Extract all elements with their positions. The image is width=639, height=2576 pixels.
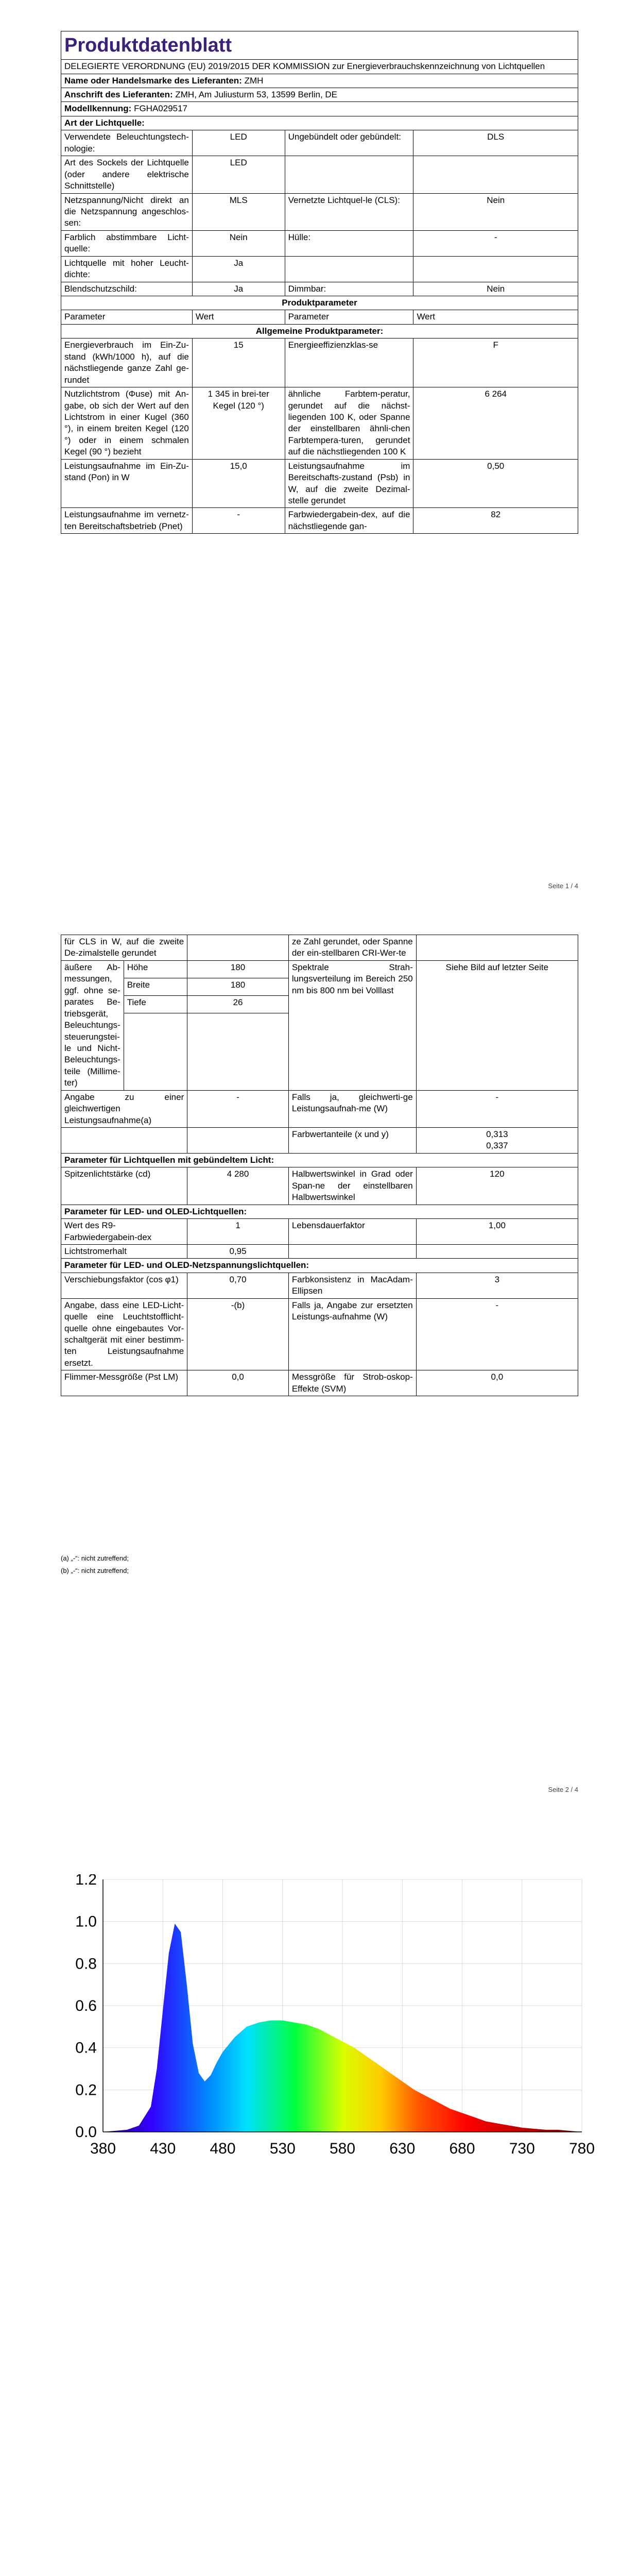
- footnote-a: (a) „-“: nicht zutreffend;: [61, 1554, 129, 1562]
- type-value: Ja: [192, 282, 285, 296]
- x-tick-label: 530: [269, 2140, 296, 2157]
- flicker-row: [61, 1370, 578, 1396]
- type-label-2: Ungebündelt oder gebündelt:: [285, 130, 413, 156]
- dims-row-height: [61, 960, 578, 978]
- param-value: 1 345 in brei-ter Kegel (120 °): [192, 387, 285, 460]
- product-sheet-table-continued: [61, 935, 578, 1396]
- cosphi-row: [61, 1273, 578, 1298]
- chroma-y: 0,337: [486, 1141, 508, 1151]
- spectral-value: Siehe Bild auf letzter Seite: [416, 960, 578, 1090]
- type-value-2: Nein: [413, 193, 578, 230]
- dim-width-value: 180: [187, 978, 289, 995]
- param-label: Leistungsaufnahme im vernetz-ten Bereitschaftsbetrieb (Pnet): [61, 508, 193, 534]
- type-label-2: Vernetzte Lichtquel-le (CLS):: [285, 193, 413, 230]
- type-label-2: Hülle:: [285, 230, 413, 256]
- param-value-2: 6 264: [413, 387, 578, 460]
- page-1: [0, 0, 639, 904]
- svm-label: Messgröße für Strob-oskop-Effekte (SVM): [288, 1370, 416, 1396]
- cri-label-cont: ze Zahl gerundet, oder Spanne der ein-stellbaren CRI-Wer-te: [288, 935, 416, 961]
- param-row: [61, 508, 578, 534]
- cosphi-value: 0,70: [187, 1273, 289, 1298]
- continued-row: [61, 935, 578, 961]
- fluor-label: Angabe, dass eine LED-Licht-quelle eine Leuchtstofflicht-quelle ohne eingebautes Vor-schaltgerät mit einer bestimm-ten Leistungsaufnahme ersetzt.: [61, 1298, 187, 1370]
- consistency-value: 3: [416, 1273, 578, 1298]
- footnote-b: (b) „-“: nicht zutreffend;: [61, 1567, 129, 1574]
- chroma-label: Farbwertanteile (x und y): [288, 1128, 416, 1154]
- type-label-2: Dimmbar:: [285, 282, 413, 296]
- equiv-value: -: [187, 1090, 289, 1127]
- type-value: Ja: [192, 256, 285, 282]
- type-value-2: [413, 256, 578, 282]
- dim-width-label: Breite: [124, 978, 187, 995]
- fluor-value: -(b): [187, 1298, 289, 1370]
- param-value-2: 0,50: [413, 459, 578, 508]
- type-row: [61, 282, 578, 296]
- y-tick-label: 0.6: [75, 1997, 97, 2014]
- chroma-value: [416, 1128, 578, 1154]
- param-value: -: [192, 508, 285, 534]
- peak-value: 4 280: [187, 1167, 289, 1205]
- page-number: Seite 2 / 4: [548, 1786, 578, 1793]
- type-value: LED: [192, 130, 285, 156]
- supplier-name-label: Name oder Handelsmarke des Lieferanten:: [64, 75, 242, 86]
- dim-depth-value: 26: [187, 995, 289, 1013]
- supplier-address-label: Anschrift des Lieferanten:: [64, 90, 173, 100]
- y-tick-label: 0.4: [75, 2039, 97, 2057]
- param-label-2: Leistungsaufnahme im Bereitschafts-zustand (Psb) in W, auf die zweite Dezimal-stelle gerundet: [285, 459, 413, 508]
- equiv-power-label: Falls ja, gleichwerti-ge Leistungsaufnah-me (W): [288, 1090, 416, 1127]
- col-value-label: Wert: [192, 310, 285, 324]
- type-row: [61, 130, 578, 156]
- type-label: Blendschutzschild:: [61, 282, 193, 296]
- r9-row: [61, 1219, 578, 1245]
- param-label: Energieverbrauch im Ein-Zu-stand (kWh/1000 h), auf die nächstliegende ganze Zahl ge-rundet: [61, 338, 193, 387]
- dim-height-label: Höhe: [124, 960, 187, 978]
- page-2: [0, 904, 639, 1807]
- model-row: [61, 102, 578, 116]
- dim-height-value: 180: [187, 960, 289, 978]
- svm-value: 0,0: [416, 1370, 578, 1396]
- x-tick-label: 630: [389, 2140, 416, 2157]
- param-label-2: Energieeffizienzklas-se: [285, 338, 413, 387]
- product-sheet-table: [61, 31, 578, 534]
- x-tick-label: 780: [568, 2140, 595, 2157]
- type-label-2: [285, 256, 413, 282]
- y-tick-label: 1.2: [75, 1874, 97, 1888]
- x-tick-label: 430: [150, 2140, 176, 2157]
- param-label: Nutzlichtstrom (Φuse) mit An-gabe, ob sich der Wert auf den Lichtstrom in einer Kugel (360 °), in einem breiten Kegel (120 °) oder in einem schmalen Kegel (90 °) bezieht: [61, 387, 193, 460]
- dim-depth-label: Tiefe: [124, 995, 187, 1013]
- col-value-label-2: Wert: [413, 310, 578, 324]
- survival-value: 1,00: [416, 1219, 578, 1245]
- fluor-row: [61, 1298, 578, 1370]
- col-param-label-2: Parameter: [285, 310, 413, 324]
- param-row: [61, 387, 578, 460]
- type-value-2: -: [413, 230, 578, 256]
- type-label: Netzspannung/Nicht direkt an die Netzspannung angeschlos-sen:: [61, 193, 193, 230]
- page-number: Seite 1 / 4: [548, 882, 578, 890]
- type-value: Nein: [192, 230, 285, 256]
- lightsource-type-heading: Art der Lichtquelle:: [61, 116, 578, 130]
- x-tick-label: 680: [449, 2140, 475, 2157]
- regulation-text: DELEGIERTE VERORDNUNG (EU) 2019/2015 DER KOMMISSION zur Energieverbrauchskennzeichnung von Lichtquellen: [61, 60, 578, 74]
- peak-row: [61, 1167, 578, 1205]
- product-params-heading: Produktparameter: [61, 296, 578, 310]
- type-value: MLS: [192, 193, 285, 230]
- supplier-address-row: [61, 88, 578, 102]
- sheet-title: Produktdatenblatt: [61, 31, 578, 60]
- pnet-label-cont: für CLS in W, auf die zweite De-zimalstelle gerundet: [61, 935, 187, 961]
- replace-value: -: [416, 1298, 578, 1370]
- maint-label: Lichtstromerhalt: [61, 1244, 187, 1258]
- page-3: [0, 1807, 639, 2576]
- supplier-name-row: [61, 74, 578, 88]
- mains-heading: Parameter für LED- und OLED-Netzspannungslichtquellen:: [61, 1259, 578, 1273]
- param-row: [61, 459, 578, 508]
- type-label: Lichtquelle mit hoher Leucht-dichte:: [61, 256, 193, 282]
- survival-label: Lebensdauerfaktor: [288, 1219, 416, 1245]
- r9-label: Wert des R9-Farbwiedergabein-dex: [61, 1219, 187, 1245]
- maint-value: 0,95: [187, 1244, 289, 1258]
- param-value: 15,0: [192, 459, 285, 508]
- flicker-value: 0,0: [187, 1370, 289, 1396]
- y-tick-label: 0.2: [75, 2081, 97, 2099]
- led-heading: Parameter für LED- und OLED-Lichtquellen:: [61, 1205, 578, 1218]
- y-tick-label: 0.0: [75, 2124, 97, 2141]
- general-params-heading: Allgemeine Produktparameter:: [61, 324, 578, 338]
- peak-label: Spitzenlichtstärke (cd): [61, 1167, 187, 1205]
- type-row: [61, 193, 578, 230]
- x-tick-label: 730: [509, 2140, 535, 2157]
- type-value-2: [413, 156, 578, 193]
- type-label: Art des Sockels der Lichtquelle (oder andere elektrische Schnittstelle): [61, 156, 193, 193]
- param-label-2: Farbwiedergabein-dex, auf die nächstliegende gan-: [285, 508, 413, 534]
- dims-label: äußere Ab-messungen, ggf. ohne se-parates Be-triebsgerät, Beleuchtungs-steuerungstei-le und Nicht-Beleuchtungs-teile (Millime-ter): [61, 960, 124, 1090]
- x-tick-label: 580: [329, 2140, 356, 2157]
- flicker-label: Flimmer-Messgröße (Pst LM): [61, 1370, 187, 1396]
- col-param-label: Parameter: [61, 310, 193, 324]
- chroma-row: [61, 1128, 578, 1154]
- supplier-address-value: ZMH, Am Juliusturm 53, 13599 Berlin, DE: [175, 90, 338, 100]
- param-value-2: 82: [413, 508, 578, 534]
- x-tick-label: 480: [210, 2140, 236, 2157]
- cosphi-label: Verschiebungsfaktor (cos φ1): [61, 1273, 187, 1298]
- consistency-label: Farbkonsistenz in MacAdam-Ellipsen: [288, 1273, 416, 1298]
- type-label: Farblich abstimmbare Licht-quelle:: [61, 230, 193, 256]
- y-tick-label: 1.0: [75, 1913, 97, 1930]
- beam-value: 120: [416, 1167, 578, 1205]
- type-row: [61, 256, 578, 282]
- supplier-name-value: ZMH: [244, 75, 264, 86]
- param-col-header-row: [61, 310, 578, 324]
- type-row: [61, 156, 578, 193]
- type-label: Verwendete Beleuchtungstech-nologie:: [61, 130, 193, 156]
- beam-label: Halbwertswinkel in Grad oder Span-ne der einstellbaren Halbwertswinkel: [288, 1167, 416, 1205]
- param-value: 15: [192, 338, 285, 387]
- y-tick-label: 0.8: [75, 1955, 97, 1973]
- equiv-power-value: -: [416, 1090, 578, 1127]
- equiv-row: [61, 1090, 578, 1127]
- type-value-2: DLS: [413, 130, 578, 156]
- type-label-2: [285, 156, 413, 193]
- replace-label: Falls ja, Angabe zur ersetzten Leistungs-aufnahme (W): [288, 1298, 416, 1370]
- model-label: Modellkennung:: [64, 104, 132, 114]
- chroma-x: 0,313: [486, 1129, 508, 1139]
- param-label: Leistungsaufnahme im Ein-Zu-stand (Pon) in W: [61, 459, 193, 508]
- param-value-2: F: [413, 338, 578, 387]
- param-label-2: ähnliche Farbtem-peratur, gerundet auf die nächst-liegenden 100 K, oder Spanne der einstellbaren ähnli-chen Farbtempera-turen, gerundet auf die nächstliegenden 100 K: [285, 387, 413, 460]
- type-value: LED: [192, 156, 285, 193]
- equiv-label: Angabe zu einer gleichwertigen Leistungsaufnahme(a): [61, 1090, 187, 1127]
- model-value: FGHA029517: [134, 104, 188, 114]
- r9-value: 1: [187, 1219, 289, 1245]
- directional-heading: Parameter für Lichtquellen mit gebündeltem Licht:: [61, 1153, 578, 1167]
- spectral-label: Spektrale Strah-lungsverteilung im Bereich 250 nm bis 800 nm bei Volllast: [288, 960, 416, 1090]
- maint-row: [61, 1244, 578, 1258]
- spectral-distribution-chart: [0, 1874, 639, 2183]
- x-tick-label: 380: [90, 2140, 116, 2157]
- param-row: [61, 338, 578, 387]
- type-row: [61, 230, 578, 256]
- type-value-2: Nein: [413, 282, 578, 296]
